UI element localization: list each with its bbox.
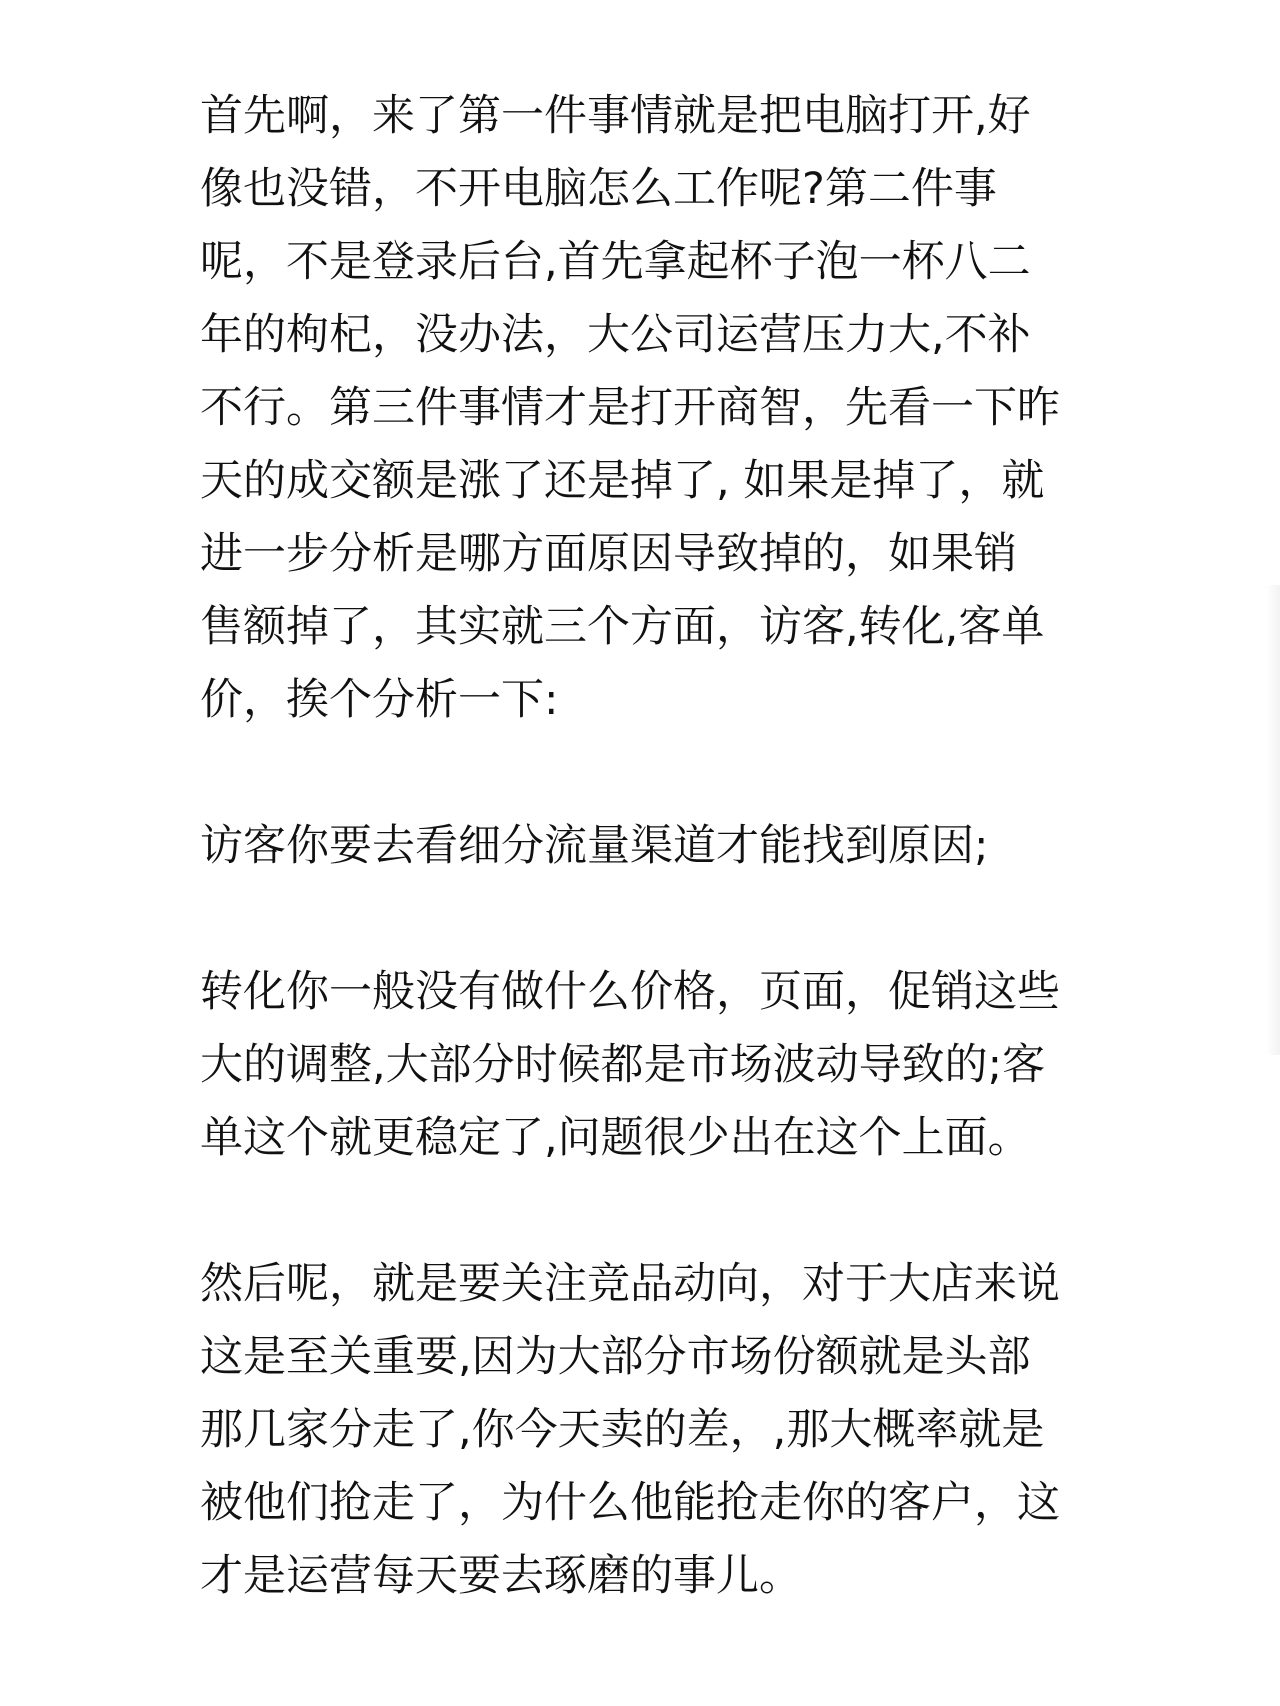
text-line: 访客你要去看细分流量渠道才能找到原因; <box>200 821 989 871</box>
paragraph-4 <box>200 1248 1100 1613</box>
text-line: 转化你一般没有做什么价格，页面，促销这些 <box>200 967 1060 1017</box>
text-line: 这是至关重要,因为大部分市场份额就是头部 <box>200 1332 1031 1382</box>
text-line: 首先啊，来了第一件事情就是把电脑打开,好 <box>200 91 1031 141</box>
right-edge-shade <box>1266 585 1280 1055</box>
text-line: 单这个就更稳定了,问题很少出在这个上面。 <box>200 1113 1031 1163</box>
text-line: 价，挨个分析一下: <box>200 675 559 725</box>
text-line: 呢，不是登录后台,首先拿起杯子泡一杯八二 <box>200 237 1031 287</box>
text-line: 不行。第三件事情才是打开商智，先看一下昨 <box>200 383 1060 433</box>
paragraph-1 <box>200 80 1100 737</box>
text-line: 那几家分走了,你今天卖的差，,那大概率就是 <box>200 1405 1045 1455</box>
text-line: 被他们抢走了，为什么他能抢走你的客户，这 <box>200 1478 1060 1528</box>
text-line: 像也没错，不开电脑怎么工作呢?第二件事 <box>200 164 997 214</box>
text-line: 大的调整,大部分时候都是市场波动导致的;客 <box>200 1040 1046 1090</box>
paragraph-gap <box>200 1175 1100 1248</box>
paragraph-gap <box>200 883 1100 956</box>
text-line: 进一步分析是哪方面原因导致掉的，如果销 <box>200 529 1017 579</box>
paragraph-2 <box>200 810 1100 883</box>
article-body <box>200 80 1100 1613</box>
text-line: 才是运营每天要去琢磨的事儿。 <box>200 1551 802 1601</box>
text-line: 然后呢，就是要关注竞品动向，对于大店来说 <box>200 1259 1060 1309</box>
paragraph-3 <box>200 956 1100 1175</box>
text-line: 售额掉了，其实就三个方面，访客,转化,客单 <box>200 602 1045 652</box>
paragraph-gap <box>200 737 1100 810</box>
text-line: 天的成交额是涨了还是掉了, 如果是掉了，就 <box>200 456 1045 506</box>
text-line: 年的枸杞，没办法，大公司运营压力大,不补 <box>200 310 1031 360</box>
